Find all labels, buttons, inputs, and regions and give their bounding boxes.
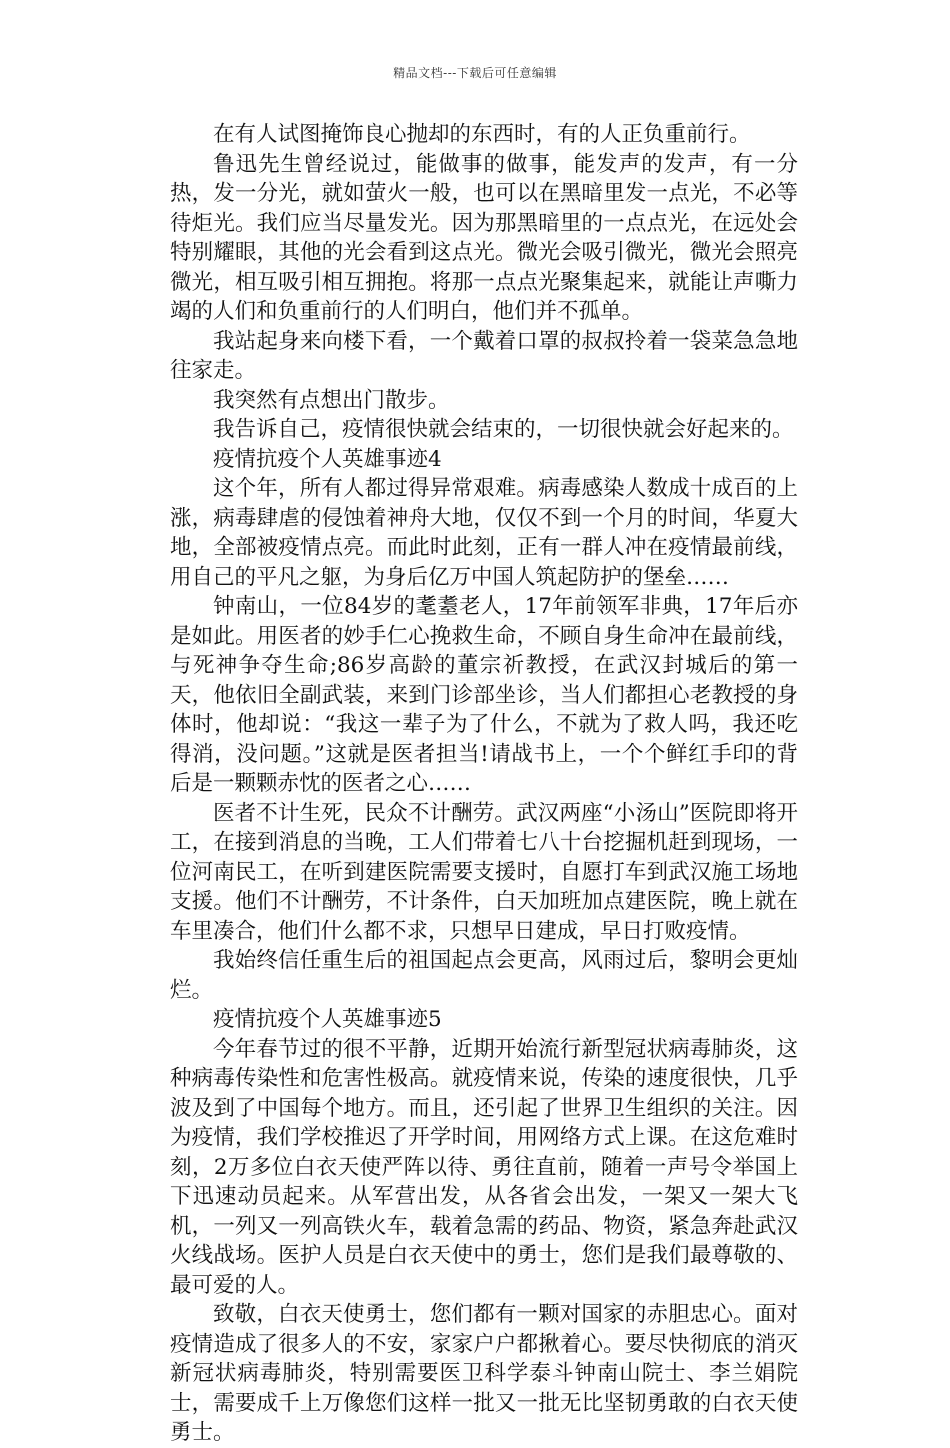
paragraph: 这个年，所有人都过得异常艰难。病毒感染人数成十成百的上涨，病毒肆虐的侵蚀着神舟大地，仅仅不到一个月的时间，华夏大地，全部被疫情点亮。而此时此刻，正有一群人冲在疫情最前线，用自己的平凡之躯，为身后亿万中国人筑起防护的堡垒……	[170, 476, 798, 590]
paragraph: 致敬，白衣天使勇士，您们都有一颗对国家的赤胆忠心。面对疫情造成了很多人的不安，家家户户都揪着心。要尽快彻底的消灭新冠状病毒肺炎，特别需要医卫科学泰斗钟南山院士、李兰娟院士，需要成千上万像您们这样一批又一批无比坚韧勇敢的白衣天使勇士。	[170, 1302, 798, 1445]
article-body	[170, 120, 798, 1448]
paragraph: 医者不计生死，民众不计酬劳。武汉两座“小汤山”医院即将开工，在接到消息的当晚，工人们带着七八十台挖掘机赶到现场，一位河南民工，在听到建医院需要支援时，自愿打车到武汉施工场地支援。他们不计酬劳，不计条件，白天加班加点建医院，晚上就在车里凑合，他们什么都不求，只想早日建成，早日打败疫情。	[170, 800, 798, 944]
paragraph: 我站起身来向楼下看，一个戴着口罩的叔叔拎着一袋菜急急地往家走。	[170, 328, 798, 383]
paragraph: 我突然有点想出门散步。	[213, 387, 450, 413]
paragraph: 鲁迅先生曾经说过，能做事的做事，能发声的发声，有一分热，发一分光，就如萤火一般，也可以在黑暗里发一点光，不必等待炬光。我们应当尽量发光。因为那黑暗里的一点点光，在远处会特别耀眼，其他的光会看到这点光。微光会吸引微光，微光会照亮微光，相互吸引相互拥抱。将那一点点光聚集起来，就能让声嘶力竭的人们和负重前行的人们明白，他们并不孤单。	[170, 151, 798, 324]
paragraph: 我始终信任重生后的祖国起点会更高，风雨过后，黎明会更灿烂。	[170, 948, 798, 1003]
paragraph: 在有人试图掩饰良心抛却的东西时，有的人正负重前行。	[213, 122, 751, 147]
page-header: 精品文档---下载后可任意编辑	[393, 66, 557, 80]
paragraph: 我告诉自己，疫情很快就会结束的，一切很快就会好起来的。	[213, 417, 794, 442]
paragraph: 今年春节过的很不平静，近期开始流行新型冠状病毒肺炎，这种病毒传染性和危害性极高。就疫情来说，传染的速度很快，几乎波及到了中国每个地方。而且，还引起了世界卫生组织的关注。因为疫情，我们学校推迟了开学时间，用网络方式上课。在这危难时刻，2万多位白衣天使严阵以待、勇往直前，随着一声号令举国上下迅速动员起来。从军营出发，从各省会出发，一架又一架大飞机，一列又一列高铁火车，载着急需的药品、物资，紧急奔赴武汉火线战场。医护人员是白衣天使中的勇士，您们是我们最尊敬的、最可爱的人。	[170, 1036, 798, 1298]
section-heading: 疫情抗疫个人英雄事迹4	[213, 446, 442, 472]
section-heading: 疫情抗疫个人英雄事迹5	[213, 1007, 442, 1032]
paragraph: 钟南山，一位84岁的耄耋老人，17年前领军非典，17年后亦是如此。用医者的妙手仁心挽救生命，不顾自身生命冲在最前线，与死神争夺生命;86岁高龄的董宗祈教授，在武汉封城后的第一天，他依旧全副武装，来到门诊部坐诊，当人们都担心老教授的身体时，他却说：“我这一辈子为了什么，不就为了救人吗，我还吃得消，没问题。”这就是医者担当!请战书上，一个个鲜红手印的背后是一颗颗赤忱的医者之心……	[170, 594, 798, 796]
